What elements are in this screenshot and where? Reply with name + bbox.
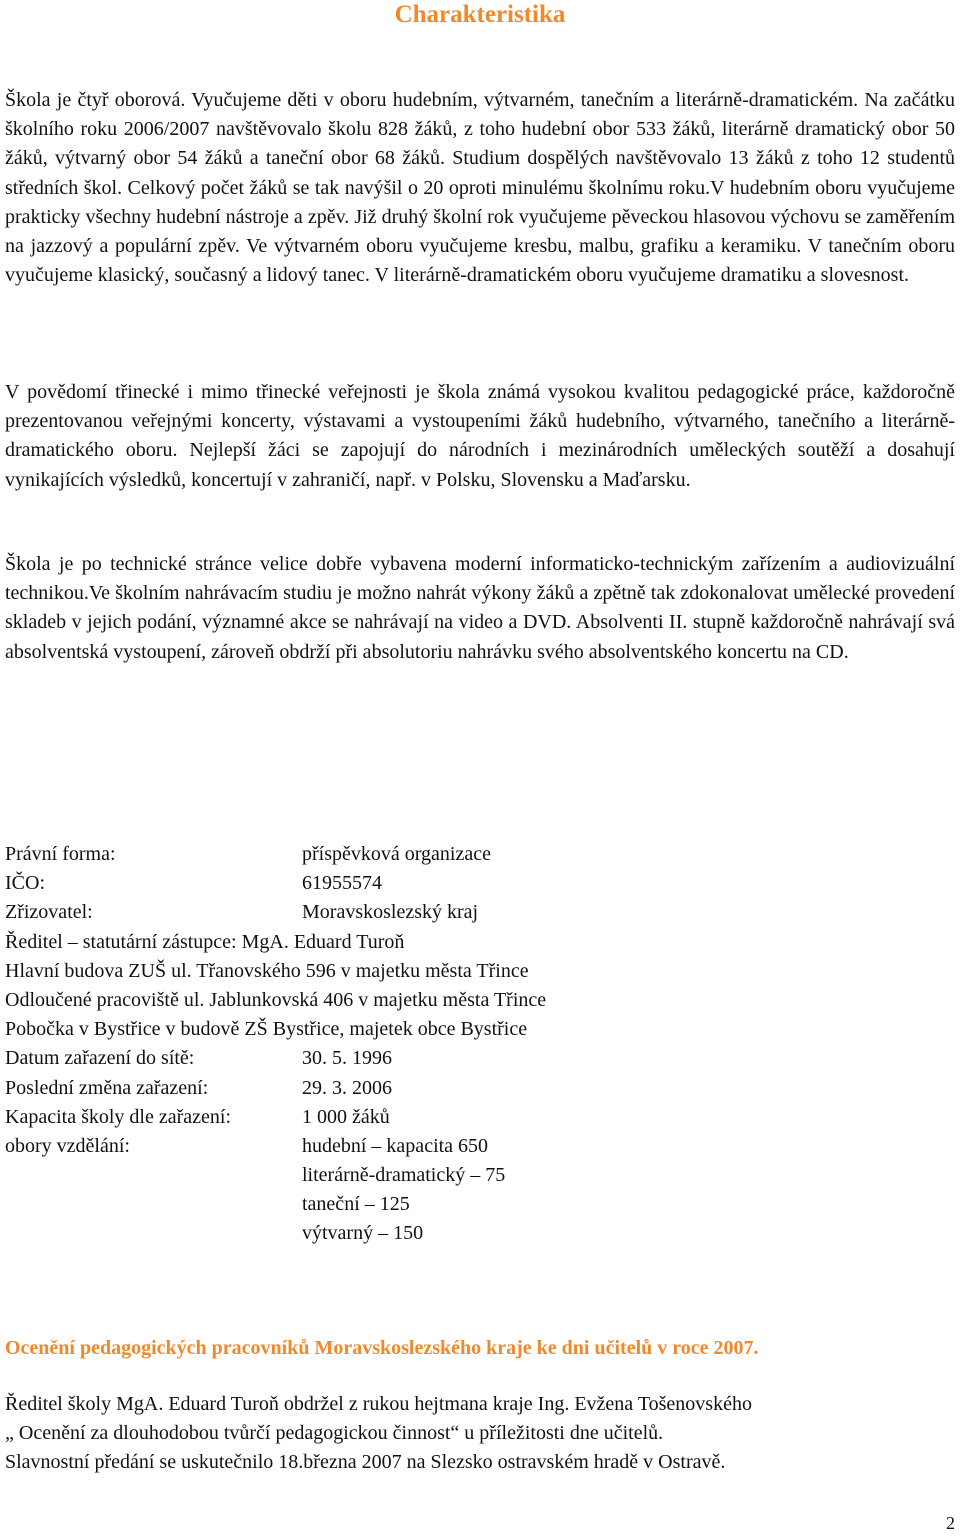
info-row-fields-cont: [5, 1161, 955, 1190]
field-item: výtvarný – 150: [302, 1222, 424, 1245]
info-row-ico: [5, 869, 955, 898]
paragraph-reputation: V povědomí třinecké i mimo třinecké veřejnosti je škola známá vysokou kvalitou pedagogické práce, každoročně prezentovanou veřejnými koncerty, výstavami a vystoupeními žáků hudebního, výtvarného, tanečního a literárně-dramatického oboru. Nejlepší žáci se zapojují do národních i mezinárodních uměleckých soutěží a dosahují vynikajících výsledků, koncertují v zahraničí, např. v Polsku, Slovensku a Maďarsku.: [5, 381, 955, 491]
legal-form-label: Právní forma:: [5, 843, 116, 865]
director-line: Ředitel – statutární zástupce: MgA. Eduard Turoň: [5, 930, 405, 953]
info-row-legal-form: [5, 840, 955, 869]
info-row-main-building: [5, 957, 955, 986]
ico-label: IČO:: [5, 872, 45, 895]
detached-site-line: Odloučené pracoviště ul. Jablunkovská 406 v majetku města Třince: [5, 988, 547, 1011]
award-text-block: [5, 1390, 955, 1478]
school-info-block: [5, 840, 955, 1249]
info-row-founder: [5, 898, 955, 927]
capacity-value: 1 000 žáků: [302, 1105, 390, 1128]
branch-line: Pobočka v Bystřice v budově ZŠ Bystřice, majetek obce Bystřice: [5, 1018, 528, 1041]
info-row-director: [5, 928, 955, 957]
info-row-network-date: [5, 1044, 955, 1073]
page-number: 2: [946, 1513, 955, 1533]
last-change-label: Poslední změna zařazení:: [5, 1076, 209, 1099]
info-row-fields-cont: [5, 1190, 955, 1219]
info-row-detached-site: [5, 986, 955, 1015]
founder-label: Zřizovatel:: [5, 901, 93, 924]
paragraph-overview: Škola je čtyř oborová. Vyučujeme děti v oboru hudebním, výtvarném, tanečním a literárně-dramatickém. Na začátku školního roku 2006/2007 navštěvovalo školu 828 žáků, z toho hudební obor 533 žáků, literárně dramatický obor 50 žáků, výtvarný obor 54 žáků a taneční obor 68 žáků. Studium dospělých navštěvovalo 13 žáků z toho 12 studentů středních škol. Celkový počet žáků se tak navýšil o 20 oproti minulému školnímu roku.V hudebním oboru vyučujeme prakticky všechny hudební nástroje a zpěv. Již druhý školní rok vyučujeme pěveckou hlasovou výchovu se zaměřením na jazzový a populární zpěv. Ve výtvarném oboru vyučujeme kresbu, malbu, grafiku a keramiku. V tanečním oboru vyučujeme klasický, současný a lidový tanec. V literárně-dramatickém oboru vyučujeme dramatiku a slovesnost.: [5, 89, 955, 287]
info-row-branch: [5, 1015, 955, 1044]
last-change-value: 29. 3. 2006: [302, 1076, 392, 1099]
page-title: Charakteristika: [394, 1, 566, 28]
award-line: Ředitel školy MgA. Eduard Turoň obdržel z rukou hejtmana kraje Ing. Evžena Tošenovského: [5, 1393, 752, 1415]
field-item: taneční – 125: [302, 1193, 410, 1216]
info-row-fields: [5, 1132, 955, 1161]
legal-form-value: příspěvková organizace: [302, 843, 491, 865]
field-item: literárně-dramatický – 75: [302, 1164, 506, 1187]
award-line: Slavnostní předání se uskutečnilo 18.března 2007 na Slezsko ostravském hradě v Ostravě.: [5, 1451, 726, 1474]
network-date-value: 30. 5. 1996: [302, 1047, 392, 1070]
info-row-last-change: [5, 1074, 955, 1103]
award-line: „ Ocenění za dlouhodobou tvůrčí pedagogickou činnost“ u příležitosti dne učitelů.: [5, 1422, 664, 1445]
paragraph-equipment: Škola je po technické stránce velice dobře vybavena moderní informaticko-technickým zařízením a audiovizuální technikou.Ve školním nahrávacím studiu je možno nahrát výkony žáků a zpětně tak zdokonalovat umělecké provedení skladeb v jejich podání, významné akce se nahrávají na video a DVD. Absolventi II. stupně každoročně nahrávají svá absolventská vystoupení, zároveň obdrží při absolutoriu nahrávku svého absolventského koncertu na CD.: [5, 553, 955, 663]
info-row-fields-cont: [5, 1219, 955, 1248]
founder-value: Moravskoslezský kraj: [302, 901, 479, 924]
award-heading: Ocenění pedagogických pracovníků Moravskoslezského kraje ke dni učitelů v roce 2007.: [5, 1337, 759, 1359]
ico-value: 61955574: [302, 872, 382, 895]
fields-label: obory vzdělání:: [5, 1134, 130, 1157]
network-date-label: Datum zařazení do sítě:: [5, 1047, 195, 1070]
field-item: hudební – kapacita 650: [302, 1134, 489, 1157]
info-row-capacity: [5, 1103, 955, 1132]
capacity-label: Kapacita školy dle zařazení:: [5, 1105, 231, 1128]
main-building-line: Hlavní budova ZUŠ ul. Třanovského 596 v majetku města Třince: [5, 959, 529, 982]
